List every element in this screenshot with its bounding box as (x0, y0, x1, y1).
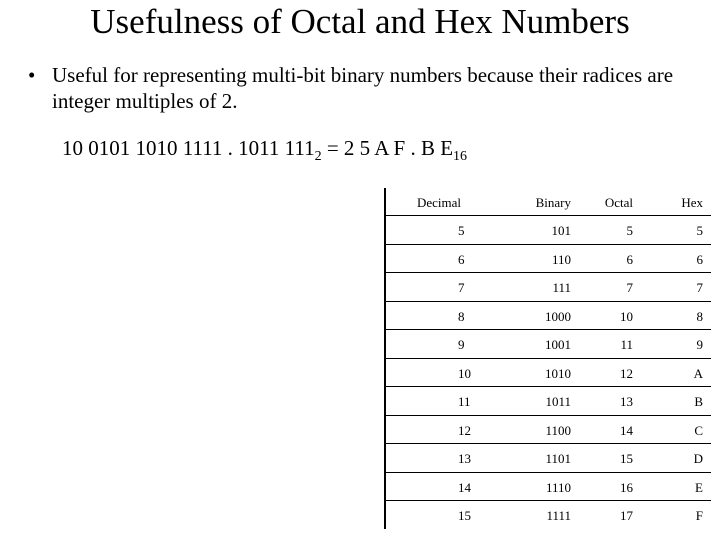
cell-octal: 7 (626, 280, 633, 295)
conversion-equation (62, 135, 468, 164)
cell-octal: 14 (620, 422, 633, 438)
header-binary: Binary (489, 188, 577, 216)
cell-binary: 1110 (545, 479, 571, 495)
cell-octal: 17 (620, 508, 633, 523)
cell-binary: 1010 (545, 365, 571, 381)
cell-binary: 111 (552, 280, 571, 295)
table-row (385, 301, 711, 330)
cell-decimal: 8 (458, 308, 465, 324)
table-row (385, 415, 711, 444)
cell-octal: 11 (620, 337, 633, 352)
table-row (385, 387, 711, 416)
cell-decimal: 12 (458, 422, 471, 438)
table-row (385, 216, 711, 245)
equation-hex: = 2 5 A F . B E (321, 136, 454, 160)
cell-hex: E (695, 479, 703, 495)
bullet-point (28, 62, 688, 114)
cell-hex: B (694, 394, 703, 409)
cell-decimal: 5 (458, 223, 465, 238)
cell-decimal: 14 (458, 479, 471, 495)
table-row (385, 330, 711, 359)
cell-decimal: 15 (458, 508, 471, 523)
table-row (385, 444, 711, 473)
cell-decimal: 10 (458, 365, 471, 381)
cell-binary: 1100 (545, 422, 571, 438)
equation-hex-base: 16 (453, 149, 468, 164)
cell-hex: 8 (696, 308, 703, 324)
cell-octal: 10 (620, 308, 633, 324)
cell-binary: 1001 (545, 337, 571, 352)
cell-hex: 6 (696, 251, 703, 267)
equation-binary: 10 0101 1010 1111 . 1011 111 (62, 136, 315, 160)
cell-octal: 5 (626, 223, 633, 238)
slide-title: Usefulness of Octal and Hex Numbers (90, 2, 630, 41)
cell-octal: 13 (620, 394, 633, 409)
cell-decimal: 13 (458, 451, 471, 466)
cell-octal: 6 (626, 251, 633, 267)
bullet-text: Useful for representing multi-bit binary numbers because their radices are integer multiples of 2. (52, 63, 674, 113)
equation-binary-base: 2 (314, 149, 322, 164)
cell-binary: 1000 (545, 308, 571, 324)
cell-hex: 7 (696, 280, 703, 295)
table-row (385, 358, 711, 387)
table-row (385, 501, 711, 530)
cell-hex: F (695, 508, 703, 523)
cell-hex: C (694, 422, 703, 438)
cell-binary: 1101 (545, 451, 571, 466)
header-octal: Octal (577, 188, 645, 216)
header-hex: Hex (645, 188, 711, 216)
cell-hex: A (693, 365, 703, 381)
bullet-icon: • (28, 63, 36, 87)
cell-octal: 16 (620, 479, 633, 495)
cell-binary: 1111 (546, 508, 571, 523)
cell-binary: 110 (551, 251, 571, 267)
cell-decimal: 7 (458, 280, 465, 295)
cell-hex: 9 (696, 337, 703, 352)
cell-hex: 5 (696, 223, 703, 238)
header-decimal: Decimal (385, 188, 489, 216)
table-row (385, 244, 711, 273)
table-row (385, 472, 711, 501)
cell-octal: 15 (620, 451, 633, 466)
cell-hex: D (693, 451, 703, 466)
cell-octal: 12 (620, 365, 633, 381)
table-header-row (385, 188, 711, 216)
cell-binary: 101 (551, 223, 571, 238)
conversion-table (384, 188, 711, 529)
cell-decimal: 11 (458, 394, 471, 409)
cell-decimal: 6 (458, 251, 465, 267)
cell-binary: 1011 (545, 394, 571, 409)
table-row (385, 273, 711, 302)
cell-decimal: 9 (458, 337, 465, 352)
